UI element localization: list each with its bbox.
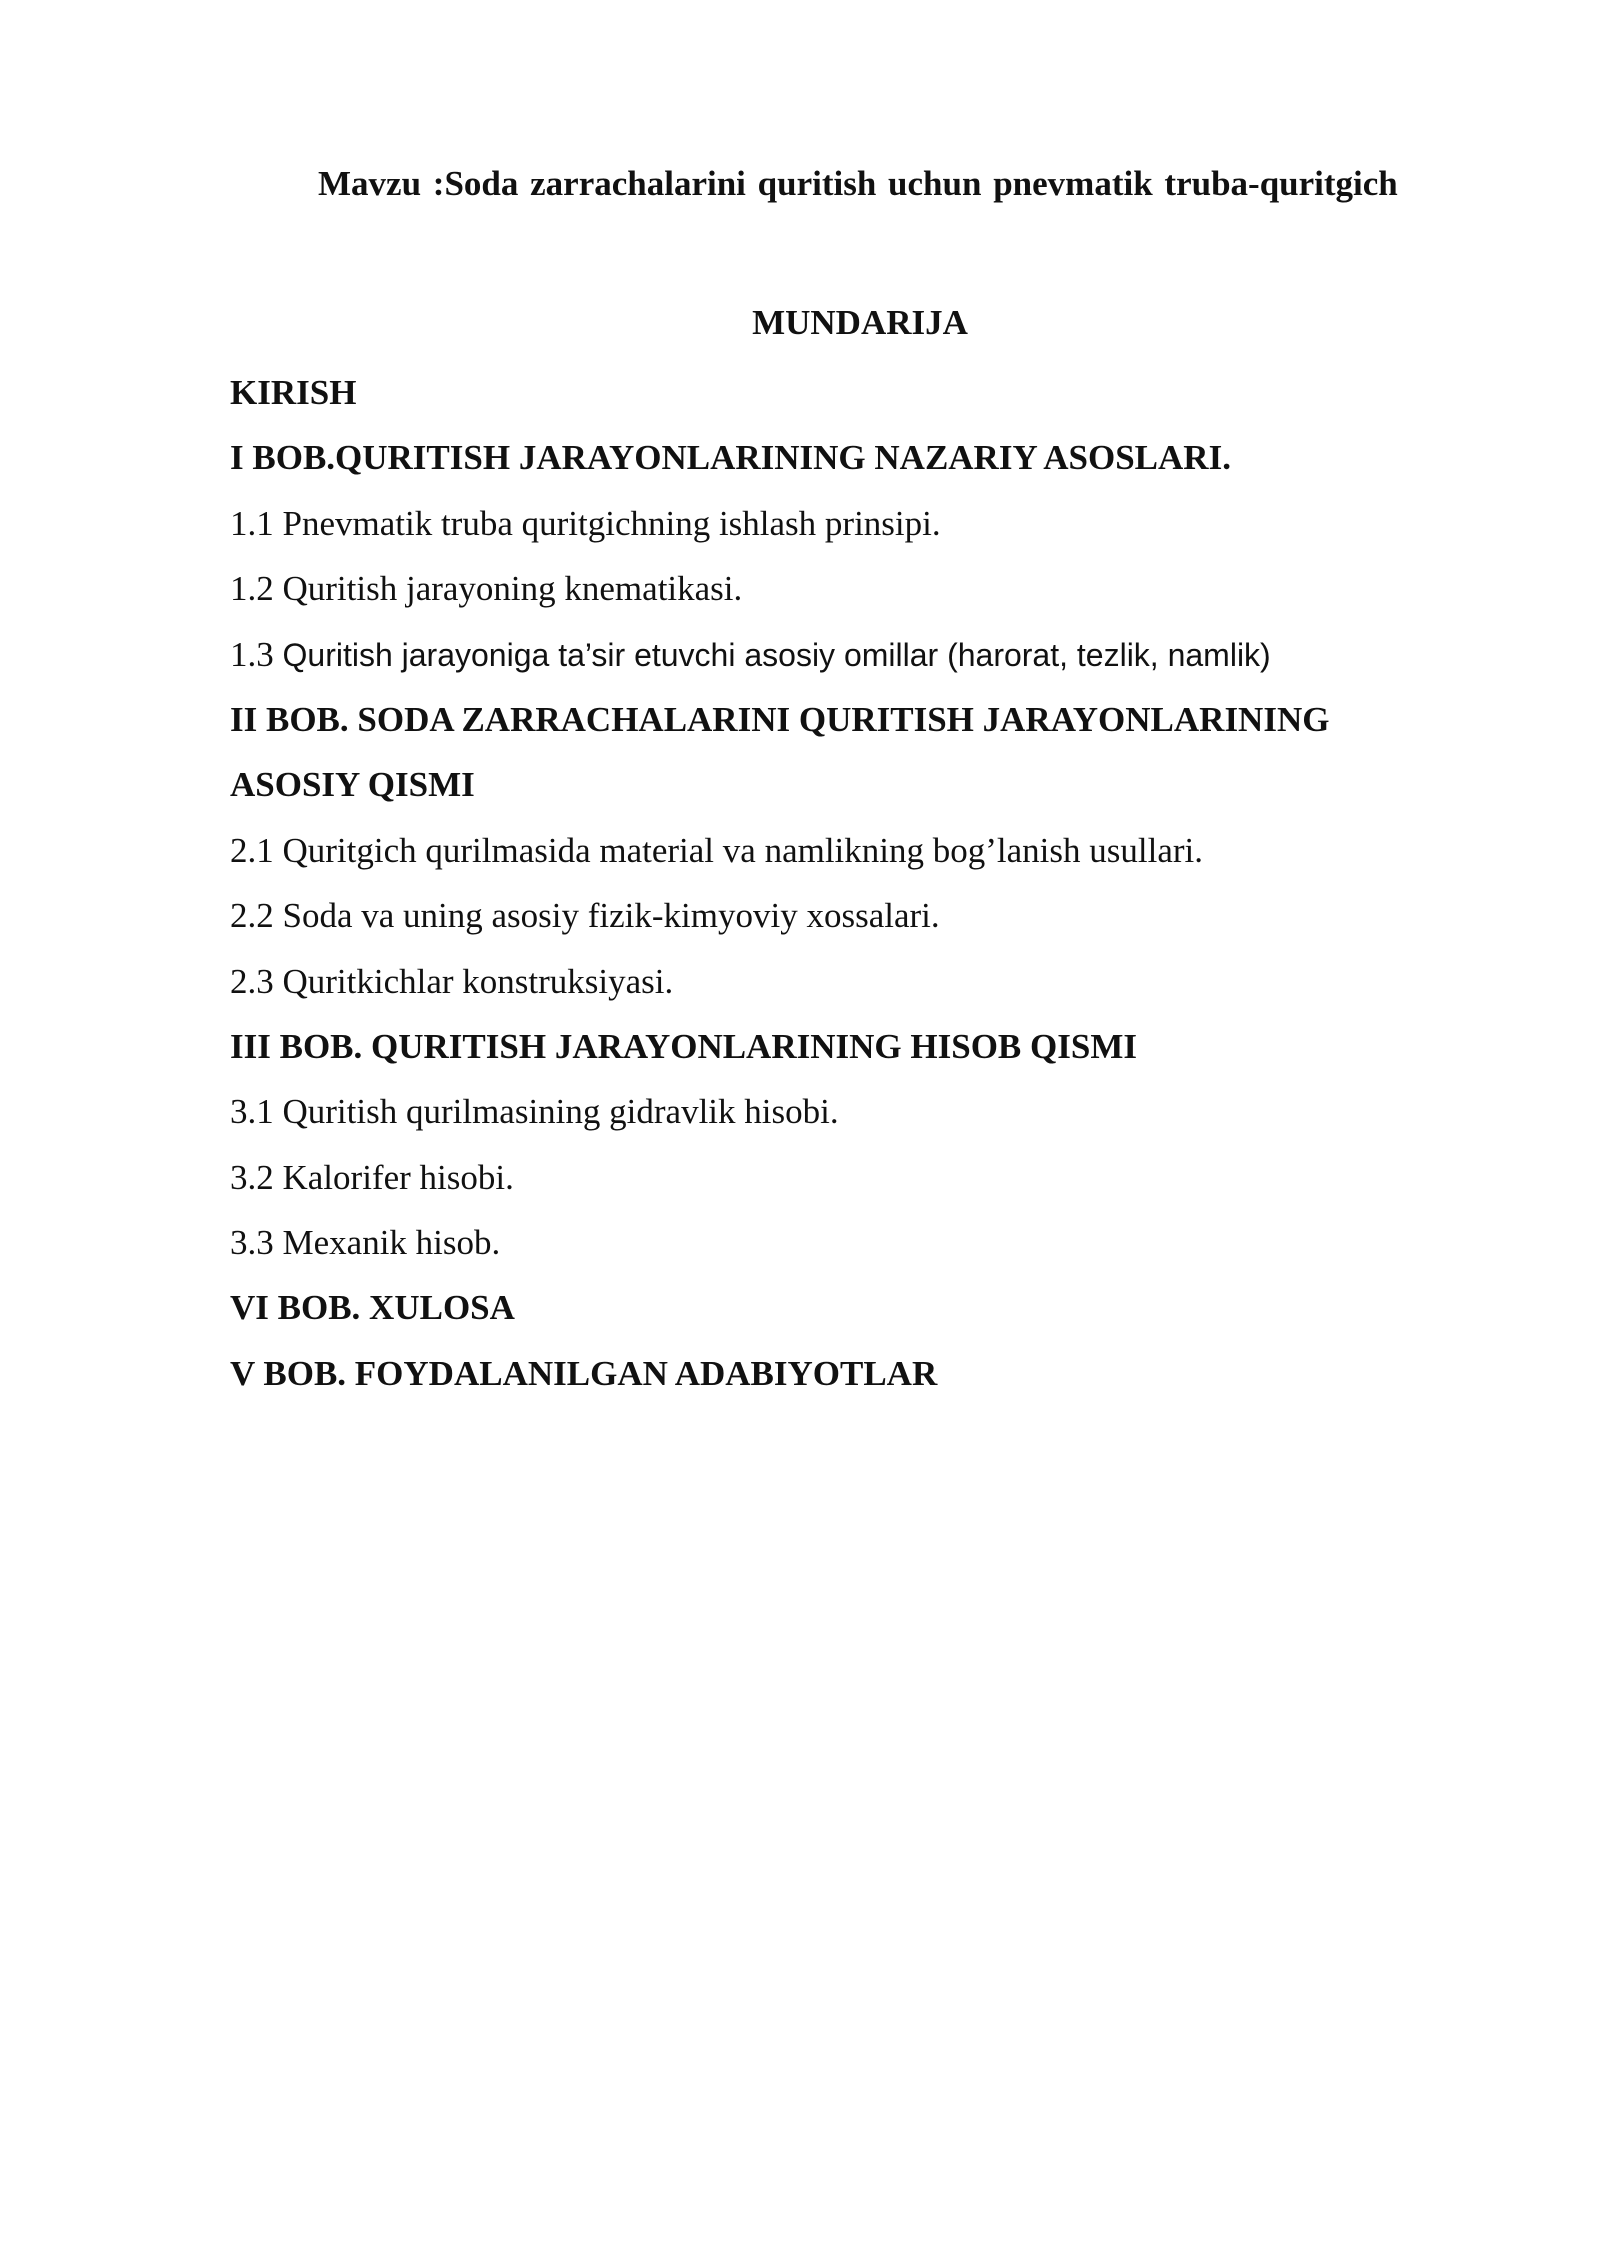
toc-section-1-3 bbox=[230, 622, 1490, 687]
toc-chapter-1: I BOB.QURITISH JARAYONLARINING NAZARIY ASOSLARI. bbox=[230, 438, 1231, 478]
toc-section-3-3: 3.3 Mexanik hisob. bbox=[230, 1223, 501, 1263]
toc-section-1-3-text: Quritish jarayoniga ta’sir etuvchi asosiy omillar (harorat, tezlik, namlik) bbox=[282, 636, 1271, 673]
toc-chapter-2-line-1: II BOB. SODA ZARRACHALARINI QURITISH JARAYONLARINING bbox=[230, 699, 1330, 739]
toc-section-2-1: 2.1 Quritgich qurilmasida material va namlikning bog’lanish usullari. bbox=[230, 830, 1203, 870]
toc-chapter-2-line-2: ASOSIY QISMI bbox=[230, 765, 475, 805]
toc-section-1-3-number: 1.3 bbox=[230, 634, 283, 674]
table-of-contents bbox=[230, 360, 1490, 1406]
toc-chapter-references: V BOB. FOYDALANILGAN ADABIYOTLAR bbox=[230, 1353, 938, 1393]
toc-chapter-conclusion: VI BOB. XULOSA bbox=[230, 1288, 515, 1328]
topic-heading: Mavzu :Soda zarrachalarini quritish uchun pnevmatik truba-quritgich bbox=[318, 164, 1398, 203]
toc-section-3-1: 3.1 Quritish qurilmasining gidravlik hisobi. bbox=[230, 1092, 839, 1132]
toc-chapter-3: III BOB. QURITISH JARAYONLARINING HISOB QISMI bbox=[230, 1026, 1137, 1066]
toc-section-2-2: 2.2 Soda va uning asosiy fizik-kimyoviy xossalari. bbox=[230, 896, 940, 936]
toc-title: MUNDARIJA bbox=[752, 303, 968, 342]
toc-section-1-2: 1.2 Quritish jarayoning knematikasi. bbox=[230, 569, 743, 609]
toc-section-1-1: 1.1 Pnevmatik truba quritgichning ishlash prinsipi. bbox=[230, 503, 941, 543]
toc-section-2-3: 2.3 Quritkichlar konstruksiyasi. bbox=[230, 961, 674, 1001]
toc-chapter-intro: KIRISH bbox=[230, 373, 357, 412]
toc-section-3-2: 3.2 Kalorifer hisobi. bbox=[230, 1157, 514, 1197]
